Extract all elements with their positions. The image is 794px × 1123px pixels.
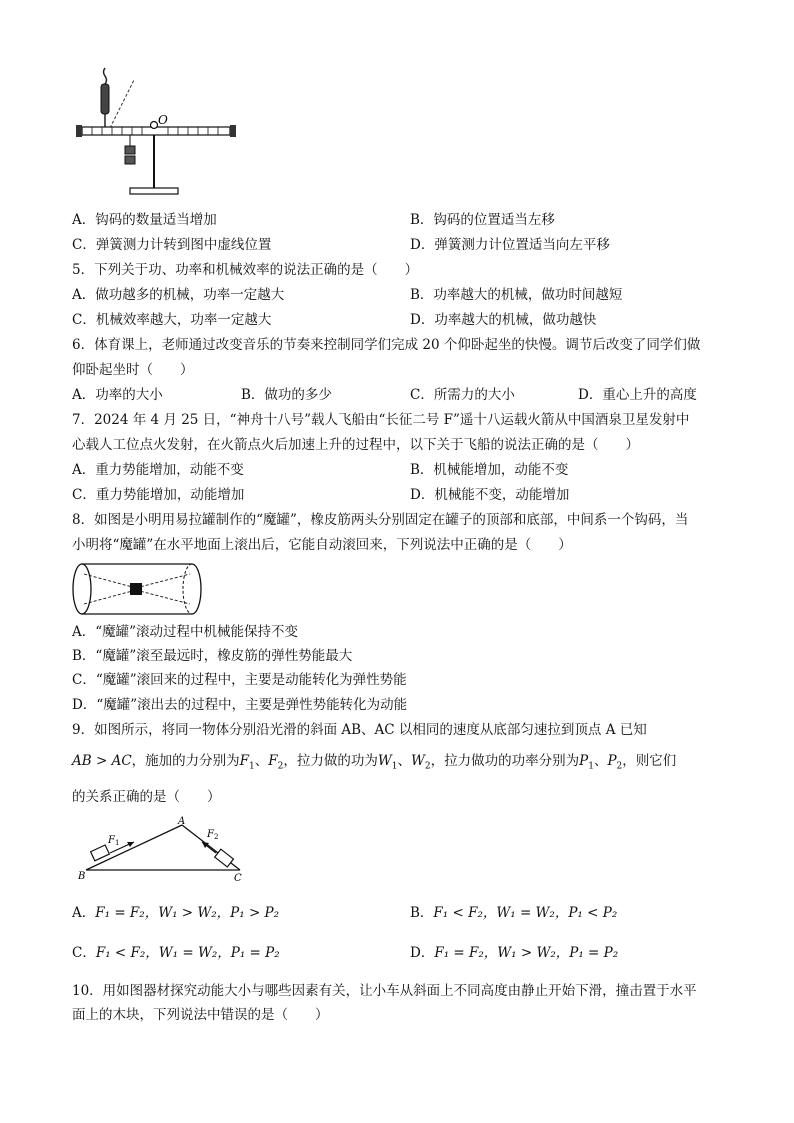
q8-stem-line2: 小明将“魔罐”在水平地面上滚出后，它能自动滚回来，下列说法中正确的是（ ） (72, 537, 572, 553)
q7-option-d[interactable]: D．机械能不变，动能增加 (410, 487, 570, 503)
q9-option-a[interactable]: A．F₁ = F₂，W₁ > W₂，P₁ > P₂ (72, 905, 280, 921)
force-f2-sub: 2 (214, 833, 219, 841)
q9-stem-line2: AB > AC，施加的力分别为$F_1$、$F_2$，拉力做的功为$W_1$、$W_2$，拉力做功的功率分别为$P_1$、$P_2$，则它们 (72, 753, 677, 772)
q5-stem: 5．下列关于功、功率和机械效率的说法正确的是（ ） (72, 262, 419, 278)
q9-stem-line3: 的关系正确的是（ ） (72, 789, 221, 805)
q8-option-b[interactable]: B．“魔罐”滚至最远时，橡皮筋的弹性势能最大 (72, 648, 353, 664)
q5-option-c[interactable]: C．机械效率越大，功率一定越大 (72, 312, 272, 328)
q8-option-c[interactable]: C．“魔罐”滚回来的过程中，主要是动能转化为弹性势能 (72, 672, 407, 688)
q7-stem-line1: 7．2024 年 4 月 25 日，“神舟十八号”载人飞船由“长征二号 F”遥十八运载火箭从中国酒泉卫星发射中 (72, 412, 690, 428)
q7-option-a[interactable]: A．重力势能增加，动能不变 (72, 462, 244, 478)
point-a-label: A (178, 816, 186, 827)
q4-option-d[interactable]: D．弹簧测力计位置适当向左平移 (410, 237, 610, 253)
q6-option-b[interactable]: B．做功的多少 (241, 387, 332, 403)
q6-option-a[interactable]: A．功率的大小 (72, 387, 163, 403)
lever-figure (72, 64, 242, 199)
q8-option-a[interactable]: A．“魔罐”滚动过程中机械能保持不变 (72, 624, 299, 640)
q9-option-c[interactable]: C．F₁ < F₂，W₁ = W₂，P₁ = P₂ (72, 945, 280, 961)
q7-option-b[interactable]: B．机械能增加，动能不变 (410, 462, 569, 478)
q6-option-c[interactable]: C．所需力的大小 (410, 387, 515, 403)
q10-stem-line1: 10．用如图器材探究动能大小与哪些因素有关，让小车从斜面上不同高度由静止开始下滑，撞击置于水平 (72, 983, 697, 999)
q9-stem-line1: 9．如图所示，将同一物体分别沿光滑的斜面 AB、AC 以相同的速度从底部匀速拉到顶点 A 已知 (72, 722, 647, 738)
q8-option-d[interactable]: D．“魔罐”滚出去的过程中，主要是弹性势能转化为动能 (72, 697, 408, 713)
point-c-label: C (234, 873, 242, 883)
q5-option-b[interactable]: B．功率越大的机械，做功时间越短 (410, 287, 623, 303)
q9-option-b[interactable]: B．F₁ < F₂，W₁ = W₂，P₁ < P₂ (410, 905, 618, 921)
force-f1-sub: 1 (115, 839, 120, 847)
q7-option-c[interactable]: C．重力势能增加，动能增加 (72, 487, 245, 503)
q9-ab-ac: AB > AC (72, 753, 132, 769)
q10-stem-line2: 面上的木块，下列说法中错误的是（ ） (72, 1007, 329, 1023)
q4-option-b[interactable]: B．钩码的位置适当左移 (410, 212, 555, 228)
point-b-label: B (78, 871, 86, 882)
force-f2-label: F (207, 829, 214, 840)
force-f1-label: F (108, 835, 115, 846)
q5-option-d[interactable]: D．功率越大的机械，做功越快 (410, 312, 597, 328)
q6-option-d[interactable]: D．重心上升的高度 (578, 387, 697, 403)
q6-stem-line1: 6．体育课上，老师通过改变音乐的节奏来控制同学们完成 20 个仰卧起坐的快慢。调节后改变了同学们做 (72, 337, 701, 353)
q4-option-a[interactable]: A．钩码的数量适当增加 (72, 212, 217, 228)
q5-option-a[interactable]: A．做功越多的机械，功率一定越大 (72, 287, 285, 303)
pivot-label: O (158, 113, 168, 127)
q8-stem-line1: 8．如图是小明用易拉罐制作的“魔罐”，橡皮筋两头分别固定在罐子的顶部和底部，中间系一个钩码，当 (72, 512, 689, 528)
q6-stem-line2: 仰卧起坐时（ ） (72, 362, 194, 378)
incline-figure (78, 815, 250, 883)
q7-stem-line2: 心载人工位点火发射，在火箭点火后加速上升的过程中，以下关于飞船的说法正确的是（ ） (72, 437, 639, 453)
q9-option-d[interactable]: D．F₁ = F₂，W₁ > W₂，P₁ = P₂ (410, 945, 619, 961)
magic-can-figure (70, 560, 206, 618)
q4-option-c[interactable]: C．弹簧测力计转到图中虚线位置 (72, 237, 272, 253)
